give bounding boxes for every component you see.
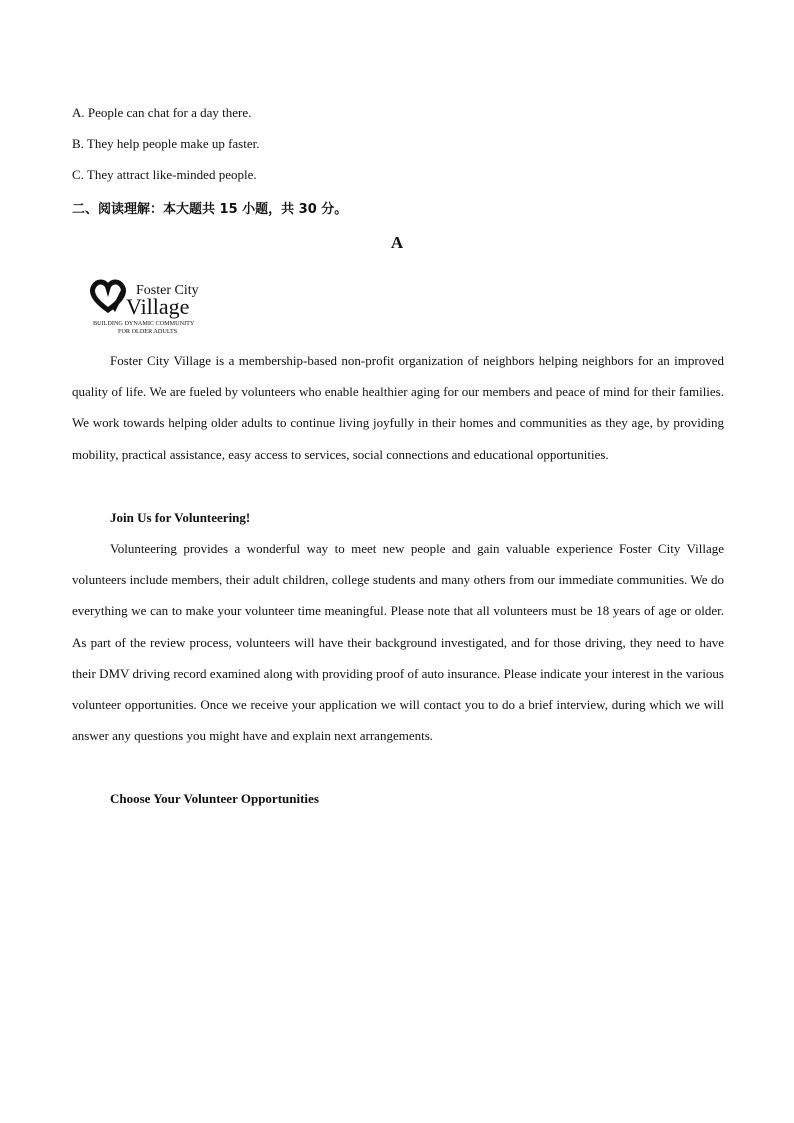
intro-paragraph [72,345,724,470]
option-a: A. People can chat for a day there. [72,105,252,120]
volunteering-paragraph-text: Volunteering provides a wonderful way to meet new people and gain valuable experience Foster City Village volunteers include members, their adult children, college students and many others from our immediate communities. We do everything we can to make your volunteer time meaningful. Please note that all volunteers must be 18 years of age or older. As part of the review process, volunteers will have their background investigated, and for those driving, they need to have their DMV driving record examined along with providing proof of auto insurance. Please indicate your interest in the various volunteer opportunities. Once we receive your application we will contact you to do a brief interview, during which we will answer any questions you might have and explain next arrangements. [72,541,724,744]
logo-name-line2: Village [126,294,190,319]
section-heading: 二、阅读理解：本大题共 15 小题，共 30 分。 [72,202,348,217]
option-b: B. They help people make up faster. [72,136,260,151]
logo-name-line1: Foster City [136,283,199,298]
logo-tagline-line1: BUILDING DYNAMIC COMMUNITY [93,320,195,327]
choose-opportunities-heading: Choose Your Volunteer Opportunities [110,791,319,806]
part-title: A [390,233,404,252]
heart-logo-icon [93,282,126,312]
intro-paragraph-text: Foster City Village is a membership-based non-profit organization of neighbors helping neighbors for an improved quality of life. We are fueled by volunteers who enable healthier aging for our members and peace of mind for their families. We work towards helping older adults to continue living joyfully in their homes and communities as they age, by providing mobility, practical assistance, easy access to services, social connections and educational opportunities. [72,353,724,462]
logo-tagline-line2: FOR OLDER ADULTS [118,328,178,335]
option-c: C. They attract like-minded people. [72,167,257,182]
join-us-heading: Join Us for Volunteering! [110,510,251,525]
foster-city-village-logo [88,278,218,340]
volunteering-paragraph [72,533,724,751]
